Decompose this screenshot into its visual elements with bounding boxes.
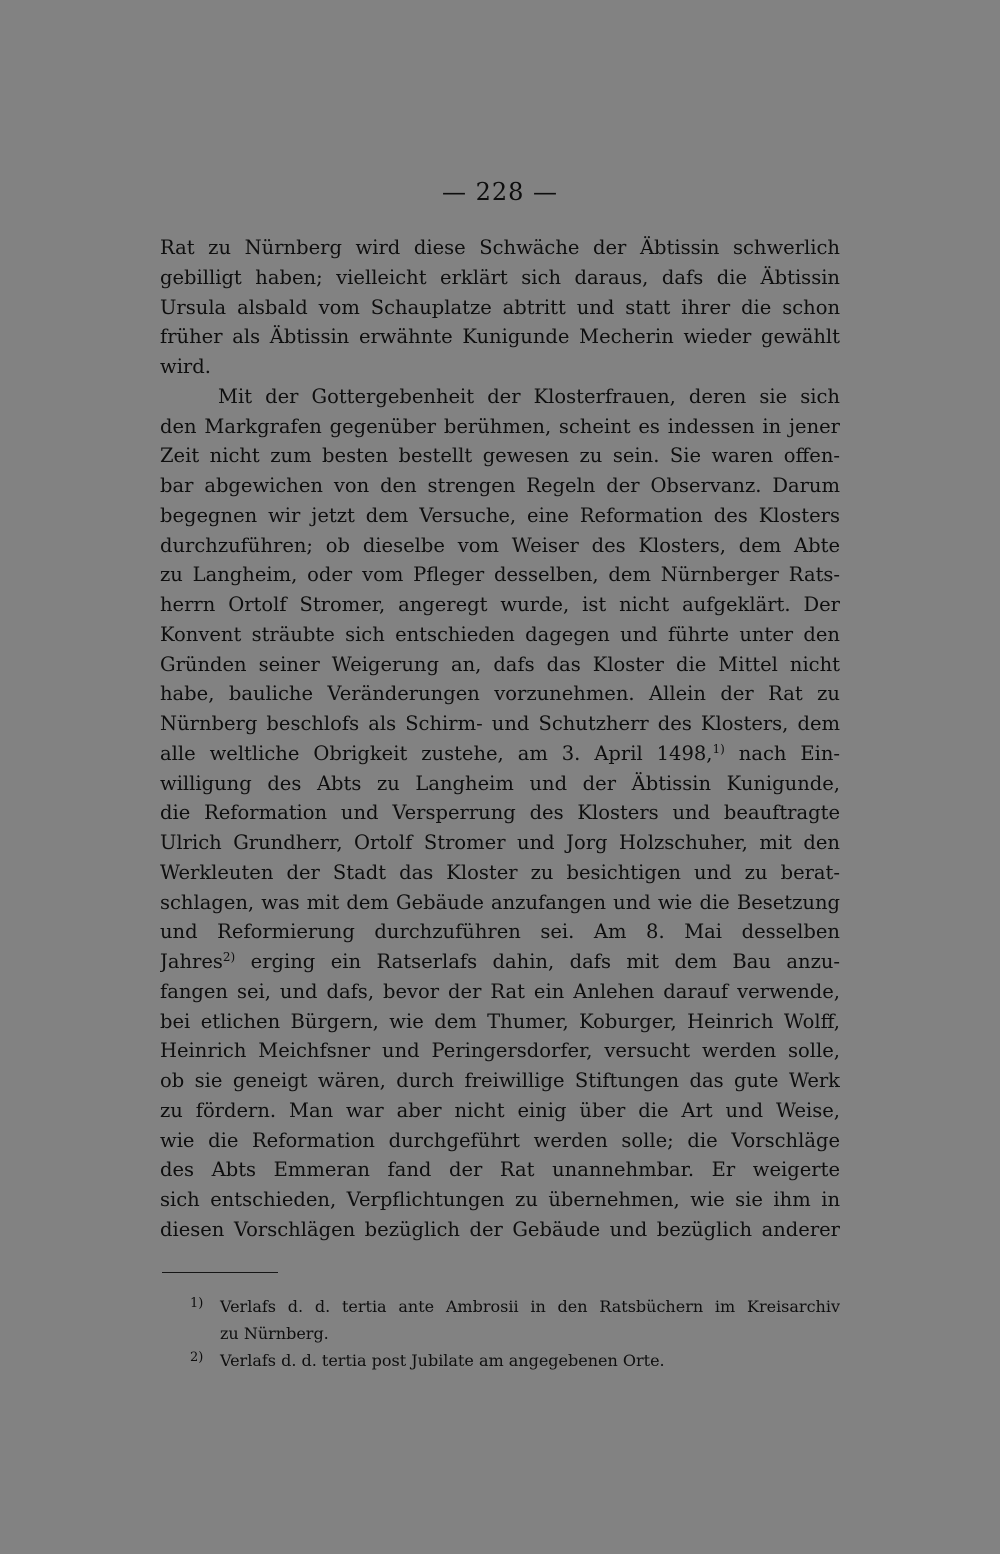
text-line: schlagen, was mit dem Gebäude anzufangen und wie die Besetzung <box>160 890 840 914</box>
text-line: früher als Äbtissin erwähnte Kunigunde Mecherin wieder gewählt <box>160 325 840 349</box>
text-line: gebilligt haben; vielleicht erklärt sich daraus, dafs die Äbtissin <box>160 265 840 289</box>
text-line: bar abgewichen von den strengen Regeln der Observanz. Darum <box>160 474 840 497</box>
text-line: Rat zu Nürnberg wird diese Schwäche der Äbtissin schwerlich <box>160 236 840 259</box>
text-line: und Reformierung durchzuführen sei. Am 8. Mai desselben <box>160 920 840 944</box>
text-line: diesen Vorschlägen bezüglich der Gebäude und bezüglich anderer <box>160 1217 840 1241</box>
text-line: wie die Reformation durchgeführt werden solle; die Vorschläge <box>160 1128 840 1152</box>
footnotes <box>190 1293 840 1374</box>
text-line: sich entschieden, Verpflichtungen zu übernehmen, wie sie ihm in <box>160 1188 840 1211</box>
text-line: Zeit nicht zum besten bestellt gewesen zu sein. Sie waren offen- <box>160 444 840 468</box>
text-line: Heinrich Meichfsner und Peringersdorfer, versucht werden solle, <box>160 1039 840 1063</box>
text-line: herrn Ortolf Stromer, angeregt wurde, ist nicht aufgeklärt. Der <box>160 593 840 616</box>
footnote-1: 1) Verlafs d. d. tertia ante Ambrosii in den Ratsbüchern im Kreisarchiv <box>190 1296 840 1316</box>
footnote-text: Verlafs d. d. tertia ante Ambrosii in den Ratsbüchern im Kreisarchiv <box>220 1297 840 1316</box>
text-line: willigung des Abts zu Langheim und der Äbtissin Kunigunde, <box>160 771 840 795</box>
text-line: begegnen wir jetzt dem Versuche, eine Reformation des Klosters <box>160 503 840 527</box>
text-line: zu fördern. Man war aber nicht einig über die Art und Weise, <box>160 1098 840 1122</box>
text-line: Nürnberg beschlofs als Schirm- und Schutzherr des Klosters, dem <box>160 712 840 735</box>
text-segment: erging ein Ratserlafs dahin, dafs mit dem Bau anzu- <box>235 950 840 973</box>
text-line: zu Langheim, oder vom Pfleger desselben, dem Nürnberger Rats- <box>160 563 840 587</box>
body-text <box>160 233 840 1245</box>
text-segment: Jahres <box>160 950 223 973</box>
text-line: Mit der Gottergebenheit der Klosterfrauen, deren sie sich <box>218 384 840 408</box>
footnote-2: 2) Verlafs d. d. tertia post Jubilate am angegebenen Orte. <box>190 1350 665 1370</box>
footnote-ref: 1) <box>712 741 725 756</box>
text-segment: nach Ein- <box>724 741 840 765</box>
text-line: die Reformation und Versperrung des Klosters und beauftragte <box>160 801 840 825</box>
text-line: habe, bauliche Veränderungen vorzunehmen. Allein der Rat zu <box>160 682 840 706</box>
text-line: fangen sei, und dafs, bevor der Rat ein Anlehen darauf verwende, <box>160 979 840 1003</box>
text-line: durchzuführen; ob dieselbe vom Weiser des Klosters, dem Abte <box>160 533 840 557</box>
footnote-divider <box>162 1272 278 1273</box>
text-segment: alle weltliche Obrigkeit zustehe, am 3. April 1498, <box>160 741 713 765</box>
text-line: Konvent sträubte sich entschieden dagegen und führte unter den <box>160 622 840 646</box>
page-number: — 228 — <box>441 178 559 206</box>
text-line: des Abts Emmeran fand der Rat unannehmbar. Er weigerte <box>160 1158 840 1182</box>
text-line: Ursula alsbald vom Schauplatze abtritt und statt ihrer die schon <box>160 295 840 319</box>
footnote-ref: 2) <box>222 950 236 964</box>
footnote-1-continuation: zu Nürnberg. <box>220 1324 329 1343</box>
text-line: den Markgrafen gegenüber berühmen, scheint es indessen in jener <box>160 414 840 438</box>
footnote-text: Verlafs d. d. tertia post Jubilate am angegebenen Orte. <box>220 1351 665 1370</box>
text-line: ob sie geneigt wären, durch freiwillige Stiftungen das gute Werk <box>160 1069 840 1092</box>
text-line <box>160 739 840 769</box>
text-line: Ulrich Grundherr, Ortolf Stromer und Jorg Holzschuher, mit den <box>160 831 840 854</box>
text-line: Werkleuten der Stadt das Kloster zu besichtigen und zu berat- <box>160 860 840 884</box>
text-line <box>160 947 840 977</box>
text-line: Gründen seiner Weigerung an, dafs das Kloster die Mittel nicht <box>160 652 840 676</box>
text-line: wird. <box>160 355 211 378</box>
text-line: bei etlichen Bürgern, wie dem Thumer, Koburger, Heinrich Wolff, <box>160 1009 840 1033</box>
